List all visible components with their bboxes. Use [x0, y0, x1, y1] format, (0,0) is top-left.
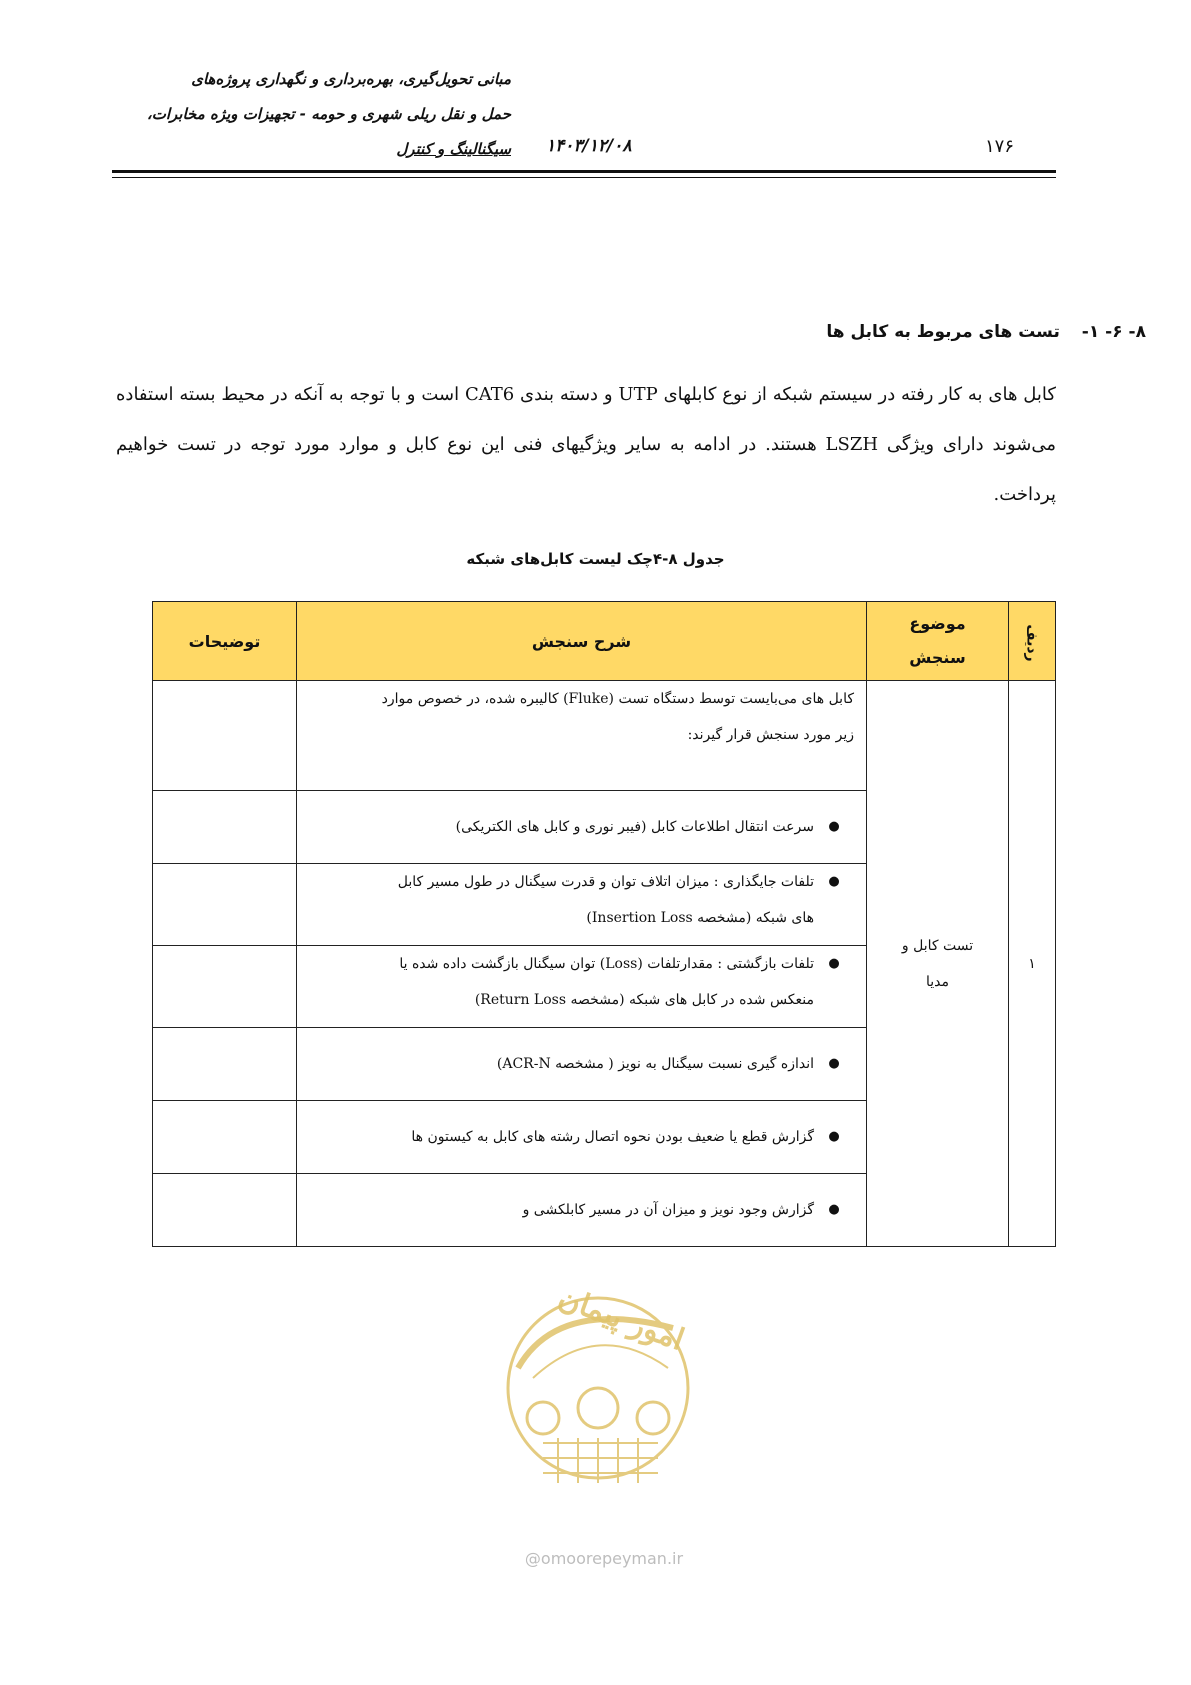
document-title-line-2: حمل و نقل ریلی شهری و حومه - تجهیزات ویژه مخابرات،	[146, 105, 511, 123]
section-title: تست های مربوط به کابل ها	[826, 322, 1060, 342]
cable-checklist-table	[152, 601, 1056, 1247]
table-row	[153, 681, 1056, 791]
notes-cell	[153, 946, 297, 1028]
bullet-text: منعکس شده در کابل های شبکه (مشخصه Return Loss)	[474, 992, 814, 1008]
watermark-text: @omoorepeyman.ir	[524, 1549, 684, 1568]
bullet-text: سرعت انتقال اطلاعات کابل (فیبر نوری و کابل های الکتریکی)	[455, 819, 814, 835]
section-paragraph: کابل های به کار رفته در سیستم شبکه از نوع کابلهای UTP و دسته بندی CAT6 است و با توجه به آنکه در محیط بسته استفاده می‌شوند دارای ویژگی LSZH هستند. در ادامه به سایر ویژگیهای فنی این نوع کابل و موارد مورد توجه در تست خواهیم پرداخت.	[116, 384, 1056, 505]
bullet-cell	[297, 946, 867, 1028]
document-title-line-3: سیگنالینگ و کنترل	[396, 140, 511, 158]
document-title-line-1: مبانی تحویل‌گیری، بهره‌برداری و نگهداری پروژه‌های	[191, 70, 511, 88]
bullet-icon: ●	[828, 819, 840, 834]
watermark-gear-right	[637, 1402, 669, 1434]
subject-line-1: تست کابل و	[901, 937, 974, 954]
header-row-number: ردیف	[1009, 602, 1056, 681]
header-description: شرح سنجش	[297, 602, 867, 681]
bullet-text: تلفات بازگشتی : مقدارتلفات (Loss) توان سیگنال بازگشت داده شده یا	[399, 956, 814, 972]
document-date: ۱۴۰۳/۱۲/۰۸	[546, 136, 632, 156]
bullet-text: اندازه گیری نسبت سیگنال به نویز ( مشخصه ACR-N)	[496, 1056, 814, 1072]
page-number: ۱۷۶	[985, 136, 1015, 157]
bullet-cell	[297, 791, 867, 864]
bullet-icon: ●	[828, 956, 840, 971]
notes-cell	[153, 791, 297, 864]
document-title	[91, 62, 511, 167]
intro-line-2: زیر مورد سنجش قرار گیرند:	[687, 727, 854, 743]
bullet-text: تلفات جایگذاری : میزان اتلاف توان و قدرت سیگنال در طول مسیر کابل	[397, 874, 814, 890]
watermark-gear-left	[527, 1402, 559, 1434]
table-caption: جدول ۸-۴چک لیست کابل‌های شبکه	[466, 550, 725, 568]
bullet-cell	[297, 1028, 867, 1101]
header-subject	[867, 602, 1009, 681]
bullet-cell	[297, 864, 867, 946]
header-divider-thick	[112, 170, 1056, 173]
bullet-cell	[297, 1174, 867, 1247]
bullet-text: گزارش قطع یا ضعیف بودن نحوه اتصال رشته های کابل به کیستون ها	[411, 1129, 814, 1145]
bullet-icon: ●	[828, 874, 840, 889]
subject-cell	[867, 681, 1009, 1247]
header-subject-line-2: سنجش	[909, 648, 966, 667]
notes-cell	[153, 1028, 297, 1101]
subject-line-2: مدیا	[925, 973, 949, 990]
notes-cell	[153, 1101, 297, 1174]
watermark-logo-text: امور پیمان	[553, 1280, 689, 1358]
watermark-logo	[498, 1258, 698, 1518]
table-header-row	[153, 602, 1056, 681]
header-subject-line-1: موضوع	[909, 614, 966, 633]
bullet-icon: ●	[828, 1056, 840, 1071]
watermark-grid	[543, 1438, 658, 1483]
bullet-text: های شبکه (مشخصه Insertion Loss)	[586, 910, 814, 926]
row-number-cell: ۱	[1009, 681, 1056, 1247]
notes-cell	[153, 681, 297, 791]
section-number: ۸- ۶- ۱-	[1081, 322, 1146, 342]
watermark-gear-center	[578, 1388, 618, 1428]
header-divider-thin	[112, 177, 1056, 178]
bullet-icon: ●	[828, 1129, 840, 1144]
intro-cell	[297, 681, 867, 791]
section-heading	[826, 322, 1146, 342]
notes-cell	[153, 1174, 297, 1247]
bullet-text: گزارش وجود نویز و میزان آن در مسیر کابلکشی و	[522, 1202, 814, 1218]
intro-line-1: کابل های می‌بایست توسط دستگاه تست (Fluke) کالیبره شده، در خصوص موارد	[381, 691, 854, 707]
bullet-cell	[297, 1101, 867, 1174]
watermark-arc	[533, 1345, 668, 1378]
bullet-icon: ●	[828, 1202, 840, 1217]
header-notes: توضیحات	[153, 602, 297, 681]
notes-cell	[153, 864, 297, 946]
